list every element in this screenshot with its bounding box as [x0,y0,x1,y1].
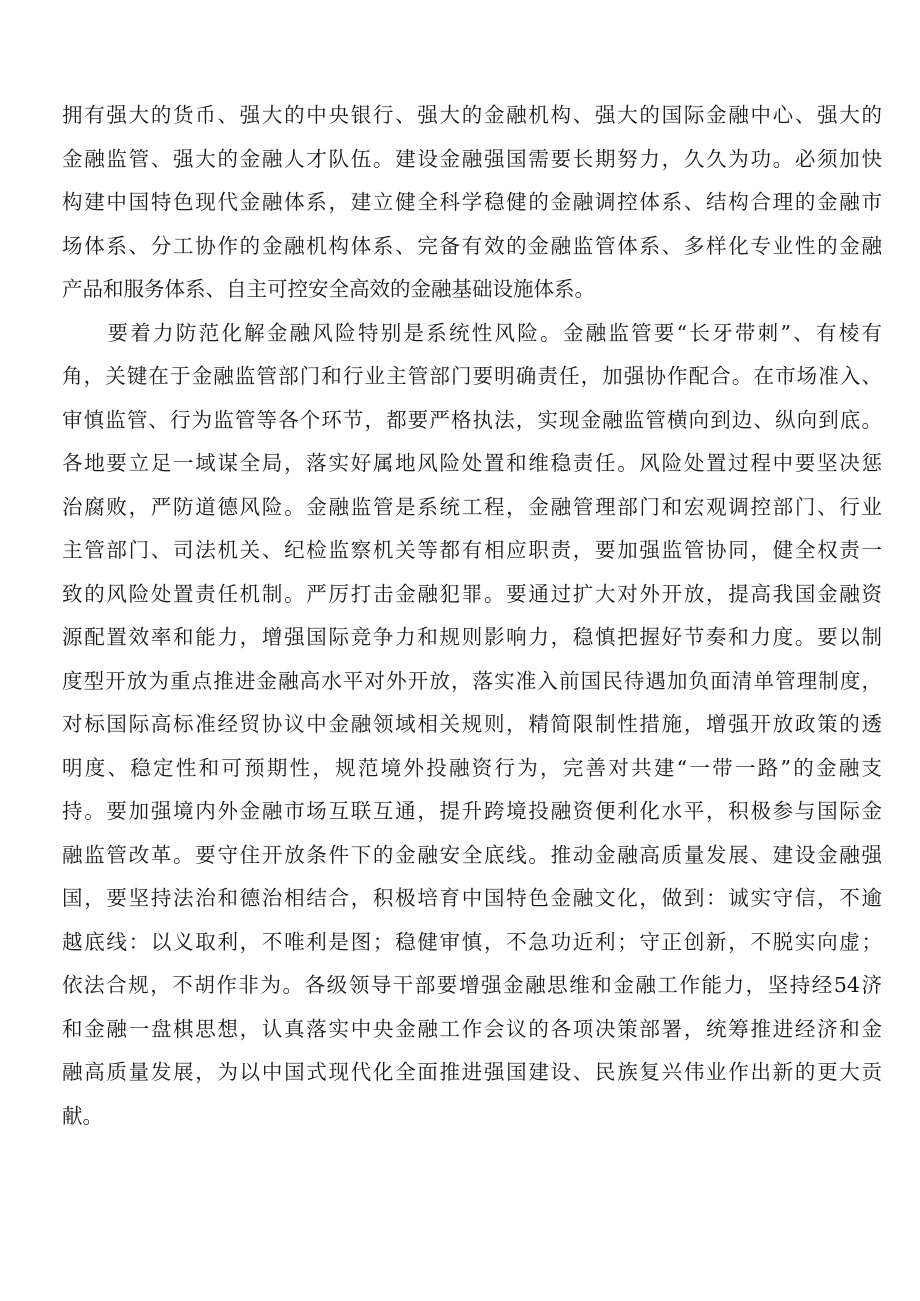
text-line: 国，要坚持法治和德治相结合，积极培育中国特色金融文化，做到：诚实守信，不逾 [62,886,882,910]
text-line: 越底线：以义取利，不唯利是图；稳健审慎，不急功近利；守正创新，不脱实向虚； [62,929,882,954]
text-line: 源配置效率和能力，增强国际竞争力和规则影响力，稳慎把握好节奏和力度。要以制 [62,625,882,649]
text-line: 各地要立足一域谋全局，落实好属地风险处置和维稳责任。风险处置过程中要坚决惩 [62,451,882,475]
text-line: 构建中国特色现代金融体系，建立健全科学稳健的金融调控体系、结构合理的金融市 [62,190,882,214]
text-line: 融监管改革。要守住开放条件下的金融安全底线。推动金融高质量发展、建设金融强 [62,842,882,867]
paragraph-1 [62,94,882,312]
text-line: 场体系、分工协作的金融机构体系、完备有效的金融监管体系、多样化专业性的金融 [62,233,882,258]
text-line: 金融监管、强大的金融人才队伍。建设金融强国需要长期努力，久久为功。必须加快 [62,146,882,171]
paragraph-2 [62,312,882,1139]
text-line: 产品和服务体系、自主可控安全高效的金融基础设施体系。 [62,277,595,301]
text-line: 要着力防范化解金融风险特别是系统性风险。金融监管要“长牙带刺”、有棱有 [62,320,882,345]
text-line: 度型开放为重点推进金融高水平对外开放，落实准入前国民待遇加负面清单管理制度， [62,668,882,693]
document-body [62,94,882,1138]
text-line: 角，关键在于金融监管部门和行业主管部门要明确责任，加强协作配合。在市场准入、 [62,364,882,388]
text-line: 依法合规，不胡作非为。各级领导干部要增强金融思维和金融工作能力，坚持经54济 [62,973,882,997]
text-line: 和金融一盘棋思想，认真落实中央金融工作会议的各项决策部署，统筹推进经济和金 [62,1016,882,1041]
text-line: 融高质量发展，为以中国式现代化全面推进强国建设、民族复兴伟业作出新的更大贡 [62,1060,882,1084]
text-line: 治腐败，严防道德风险。金融监管是系统工程，金融管理部门和宏观调控部门、行业 [62,494,882,519]
text-line: 致的风险处置责任机制。严厉打击金融犯罪。要通过扩大对外开放，提高我国金融资 [62,581,882,606]
text-line: 献。 [62,1103,103,1128]
text-line: 明度、稳定性和可预期性，规范境外投融资行为，完善对共建“一带一路”的金融支 [62,755,882,780]
text-line: 主管部门、司法机关、纪检监察机关等都有相应职责，要加强监管协同，健全权责一 [62,538,882,562]
text-line: 对标国际高标准经贸协议中金融领域相关规则，精简限制性措施，增强开放政策的透 [62,712,882,736]
text-line: 拥有强大的货币、强大的中央银行、强大的金融机构、强大的国际金融中心、强大的 [62,103,882,127]
text-line: 持。要加强境内外金融市场互联互通，提升跨境投融资便利化水平，积极参与国际金 [62,799,882,823]
text-line: 审慎监管、行为监管等各个环节，都要严格执法，实现金融监管横向到边、纵向到底。 [62,407,882,432]
